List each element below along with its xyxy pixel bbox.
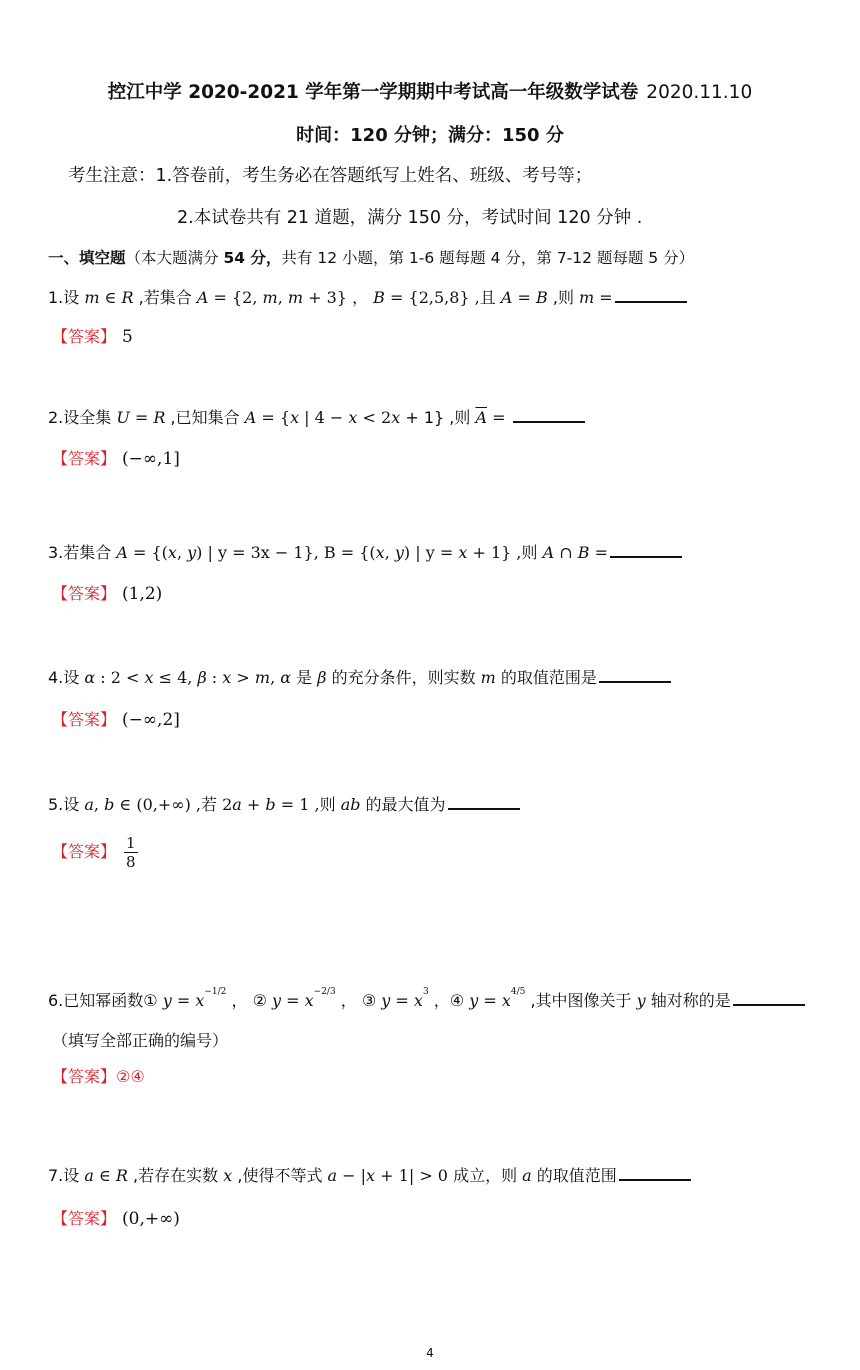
q7-text: 7.设 <box>48 1166 85 1185</box>
q6-math: y <box>636 991 646 1010</box>
q3-math: x <box>375 543 385 562</box>
answer-label: 【答案】 <box>52 710 117 729</box>
exponent: −2/3 <box>313 987 336 997</box>
q6-text: ，④ <box>428 991 470 1010</box>
fraction-denominator: 8 <box>126 853 136 871</box>
q3-math: B <box>577 543 590 562</box>
page-number: 4 <box>426 1346 434 1360</box>
q2-math: R <box>153 408 166 427</box>
q4-math: α <box>280 668 292 687</box>
q4-text: 的充分条件，则实数 <box>326 668 481 687</box>
q4-text: 4.设 <box>48 668 85 687</box>
q7-math: − | <box>337 1166 367 1185</box>
q1-text: ,则 <box>547 288 580 307</box>
q1-math: B <box>536 288 548 307</box>
q1-math: = <box>594 288 613 307</box>
q1-math: A <box>500 288 513 307</box>
q7-math: a <box>522 1166 532 1185</box>
q6-text: ， ② <box>226 991 272 1010</box>
q4-text: 的取值范围是 <box>495 668 597 687</box>
q6-math: = <box>171 991 196 1010</box>
answer-blank <box>599 667 671 683</box>
q2-math: A <box>244 408 257 427</box>
q6-math: x <box>413 991 423 1010</box>
answer-fraction <box>124 834 138 871</box>
exponent: 3 <box>422 987 429 997</box>
q7-math: ∈ <box>93 1166 116 1185</box>
q4-math: : 2 < <box>95 668 145 687</box>
answer-blank <box>513 407 585 423</box>
q4-math: , <box>270 668 281 687</box>
exponent: 4/5 <box>510 987 526 997</box>
q3-math: x <box>167 543 177 562</box>
q5-math: ab <box>340 795 361 814</box>
section-note-c: 共有 12 小题，第 1-6 题每题 4 分，第 7-12 题每题 5 分） <box>281 249 695 267</box>
q4-math: m <box>254 668 271 687</box>
q5-math: ∈ (0,+∞) ,若 2 <box>114 795 233 814</box>
answer-2 <box>52 446 180 469</box>
q7-math: a <box>327 1166 338 1185</box>
q3-math: x <box>458 543 468 562</box>
q6-text: ， ③ <box>335 991 382 1010</box>
q1-math: m <box>579 288 595 307</box>
answer-label: 【答案】 <box>52 1067 117 1086</box>
answer-value: (1,2) <box>122 584 163 604</box>
q1-text: 1.设 <box>48 288 85 307</box>
answer-4 <box>52 707 180 730</box>
q5-text: 5.设 <box>48 795 85 814</box>
q6-text: ,其中图像关于 <box>525 991 637 1010</box>
exponent: −1/2 <box>204 987 227 997</box>
answer-7 <box>52 1206 180 1229</box>
q5-text: 的最大值为 <box>360 795 446 814</box>
q4-math: x <box>144 668 154 687</box>
q5-math: a <box>84 795 94 814</box>
answer-blank <box>733 990 805 1006</box>
answer-label: 【答案】 <box>52 449 117 468</box>
q4-math: : <box>206 668 223 687</box>
q5-math: b <box>265 795 276 814</box>
q3-math: , <box>176 543 188 562</box>
q2-math: x <box>290 408 300 427</box>
q2-math: x <box>348 408 358 427</box>
q7-text: ,若存在实数 <box>127 1166 224 1185</box>
answer-value: ②④ <box>116 1067 145 1086</box>
question-6 <box>48 988 805 1011</box>
q2-text: ,已知集合 <box>165 408 245 427</box>
q3-math: A <box>116 543 128 562</box>
answer-value: (−∞,2] <box>122 710 180 730</box>
q6-math: y <box>272 991 282 1010</box>
answer-3 <box>52 581 162 604</box>
answer-label: 【答案】 <box>52 327 117 346</box>
q6-math: y <box>469 991 479 1010</box>
answer-value: (−∞,1] <box>122 449 180 469</box>
q1-math: = <box>512 288 536 307</box>
q2-math: x <box>391 408 401 427</box>
q6-math: x <box>501 991 511 1010</box>
fraction-numerator: 1 <box>126 834 136 852</box>
q4-math: β <box>317 668 327 687</box>
q2-math: = <box>487 408 511 427</box>
exam-title <box>0 78 860 104</box>
q6-math: = <box>281 991 305 1010</box>
q1-math: + 3} ， <box>303 288 374 307</box>
answer-5 <box>52 834 138 871</box>
q7-math: x <box>223 1166 233 1185</box>
q1-math: m <box>287 288 304 307</box>
q1-math: , <box>277 288 288 307</box>
q2-math: U <box>116 408 130 427</box>
q2-math: = { <box>256 408 291 427</box>
answer-value: 5 <box>122 327 133 347</box>
q4-math: β <box>197 668 207 687</box>
answer-label: 【答案】 <box>52 584 117 603</box>
question-3 <box>48 540 682 563</box>
q7-math: a <box>84 1166 94 1185</box>
answer-1 <box>52 324 133 347</box>
q4-math: x <box>222 668 232 687</box>
answer-label: 【答案】 <box>52 842 117 861</box>
q2-math-complement: $\overline{A}$ <box>475 408 488 427</box>
question-7 <box>48 1163 691 1186</box>
q3-math: y <box>187 543 197 562</box>
title-text: 控江中学 2020-2021 学年第一学期期中考试高一年级数学试卷 <box>107 82 639 103</box>
answer-blank <box>448 794 520 810</box>
answer-blank <box>610 542 682 558</box>
q7-text: 的取值范围 <box>531 1166 617 1185</box>
q4-math: ≤ 4, <box>153 668 198 687</box>
q1-text: ,若集合 <box>133 288 197 307</box>
q7-math: + 1| > 0 成立，则 <box>375 1166 523 1185</box>
answer-label: 【答案】 <box>52 1209 117 1228</box>
q3-math: ) | y = <box>403 543 459 562</box>
q6-math: = <box>478 991 502 1010</box>
section-heading <box>48 246 694 268</box>
q1-math: = {2, <box>208 288 263 307</box>
question-1 <box>48 285 687 308</box>
q2-text: + 1} ,则 <box>400 408 476 427</box>
q1-math: R <box>121 288 134 307</box>
q3-math: = <box>589 543 608 562</box>
q1-math: = {2,5,8} ,且 <box>384 288 501 307</box>
q6-math: x <box>195 991 205 1010</box>
q5-math: a <box>232 795 242 814</box>
answer-blank <box>619 1165 691 1181</box>
q3-math: ∩ <box>554 543 578 562</box>
q6-math: x <box>304 991 314 1010</box>
q6-text: 轴对称的是 <box>645 991 731 1010</box>
q1-math: A <box>196 288 209 307</box>
q4-math: m <box>480 668 496 687</box>
question-6-note: （填写全部正确的编号） <box>52 1031 229 1050</box>
q1-math: B <box>373 288 385 307</box>
exam-time-score: 时间：120 分钟；满分：150 分 <box>296 125 564 146</box>
answer-blank <box>615 287 687 303</box>
q2-math: = <box>129 408 154 427</box>
q7-math: R <box>115 1166 128 1185</box>
q2-math: < 2 <box>357 408 392 427</box>
q3-text: 3.若集合 <box>48 543 117 562</box>
q6-math: y <box>381 991 391 1010</box>
q3-math: A <box>542 543 555 562</box>
answer-value: (0,+∞) <box>122 1209 180 1229</box>
q5-math: + <box>241 795 266 814</box>
question-4 <box>48 665 671 688</box>
q4-text: 是 <box>291 668 318 687</box>
q1-math: ∈ <box>99 288 122 307</box>
question-5 <box>48 792 520 815</box>
q5-math: b <box>104 795 115 814</box>
q3-math: + 1} ,则 <box>467 543 543 562</box>
q2-math: | 4 − <box>299 408 349 427</box>
section-note-b: 54 分， <box>223 249 282 267</box>
notice-line-2: 2.本试卷共有 21 道题，满分 150 分，考试时间 120 分钟 . <box>177 208 643 228</box>
q6-math: y <box>162 991 172 1010</box>
q4-math: α <box>84 668 96 687</box>
q7-text: ,使得不等式 <box>232 1166 328 1185</box>
question-2 <box>48 405 585 428</box>
q3-math: = {( <box>127 543 168 562</box>
exam-date: 2020.11.10 <box>646 82 753 103</box>
q2-text: 2.设全集 <box>48 408 117 427</box>
section-note-a: （本大题满分 <box>125 249 224 267</box>
q3-math: , <box>384 543 395 562</box>
answer-6 <box>52 1064 145 1087</box>
q1-math: m <box>262 288 278 307</box>
q6-math: = <box>390 991 414 1010</box>
q7-math: x <box>366 1166 376 1185</box>
q3-math: ) | y = 3x − 1}, B = {( <box>196 543 376 562</box>
section-title: 一、填空题 <box>48 249 126 267</box>
q1-math: m <box>84 288 100 307</box>
q3-math: y <box>394 543 404 562</box>
q5-math: , <box>93 795 105 814</box>
notice-line-1: 考生注意：1.答卷前，考生务必在答题纸写上姓名、班级、考号等； <box>68 166 593 186</box>
q6-text: 6.已知幂函数① <box>48 991 163 1010</box>
q4-math: > <box>231 668 255 687</box>
q5-math: = 1 ,则 <box>275 795 341 814</box>
